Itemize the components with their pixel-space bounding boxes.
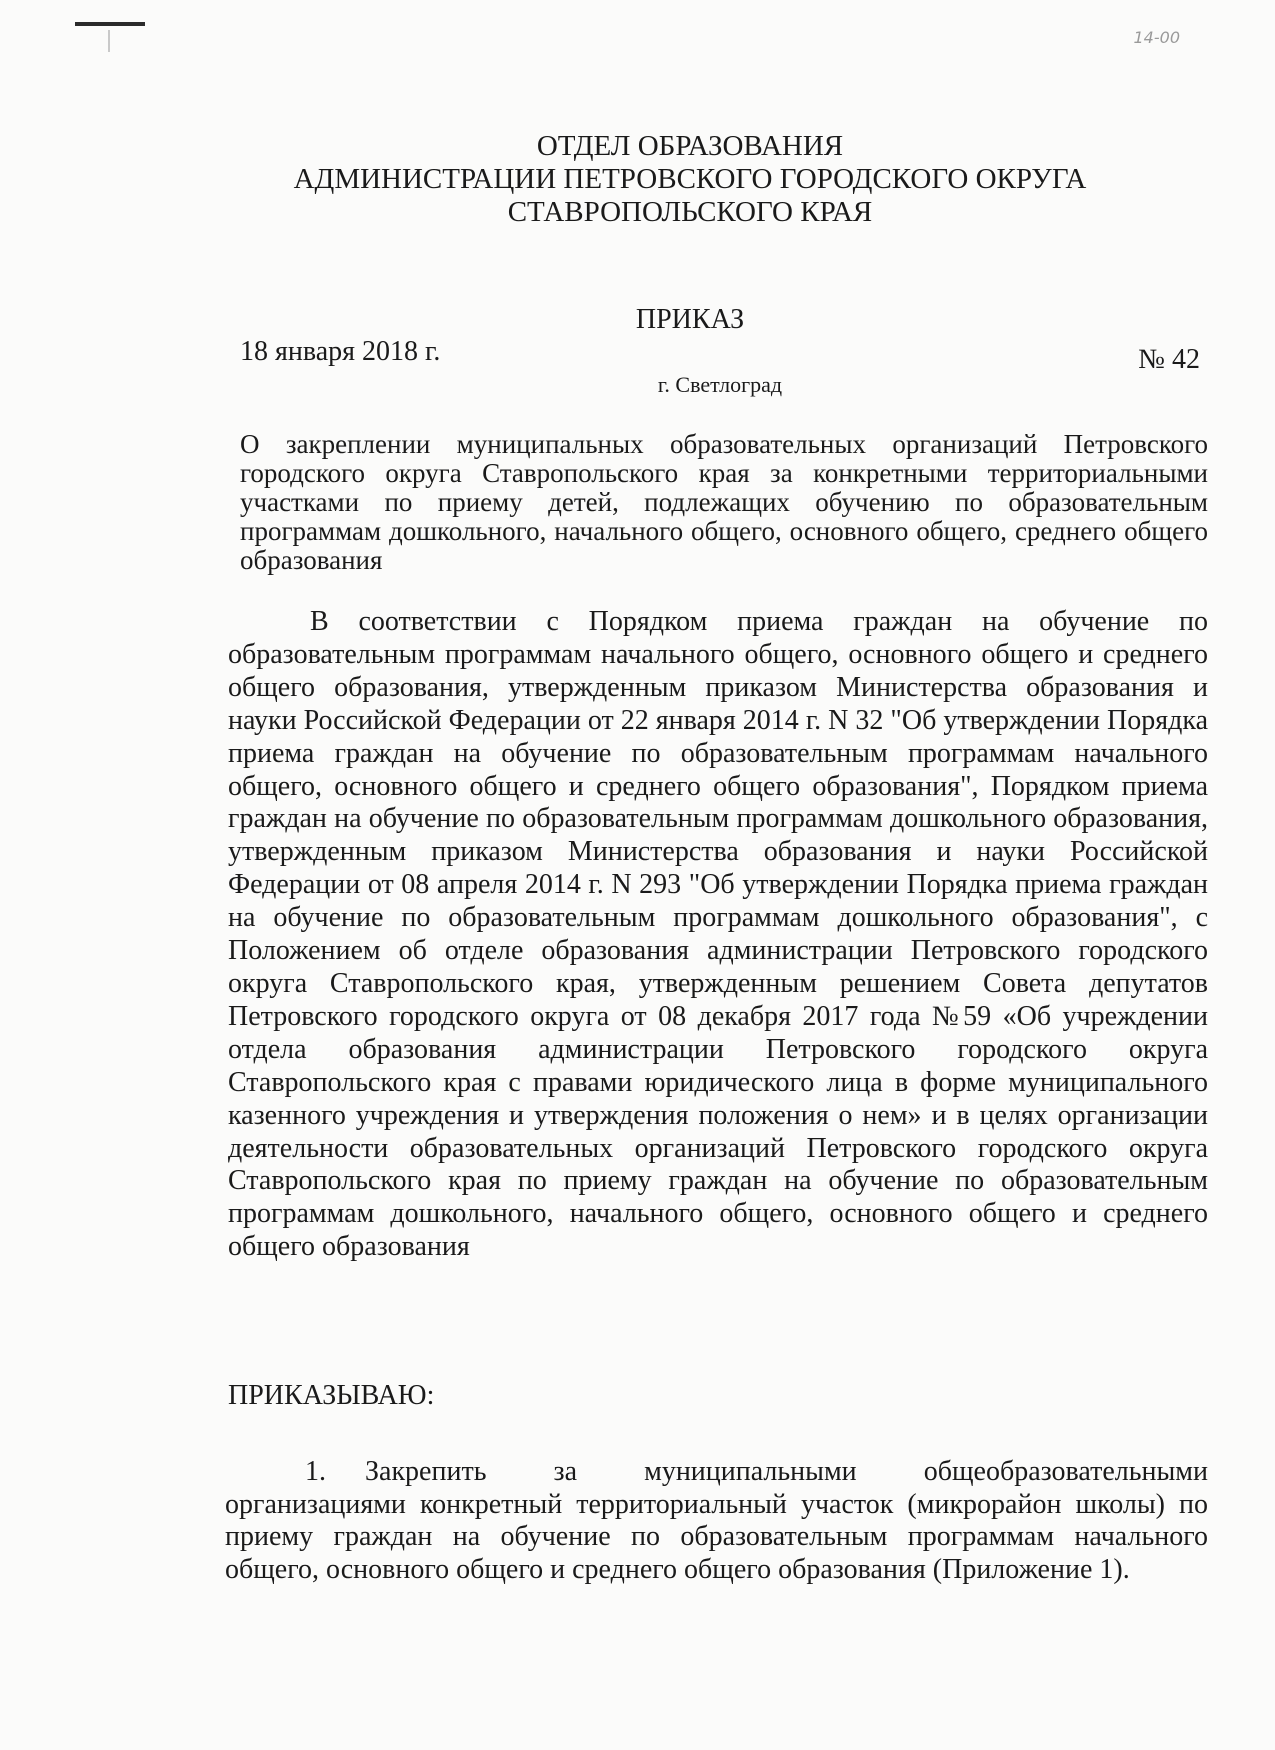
header-line-3: СТАВРОПОЛЬСКОГО КРАЯ (507, 196, 873, 228)
order-subject: О закреплении муниципальных образовательных организаций Петровского городского округа Ставропольского края за конкретными территориальными участками по приему детей, подлежащих обучению по образовательным программам дошкольного, начального общего, основного общего, среднего общего образования (240, 429, 1208, 575)
order-item-1 (225, 1456, 1208, 1586)
order-number: № 42 (1138, 344, 1200, 375)
scan-artifact-bar (75, 22, 145, 26)
order-title: ПРИКАЗ (635, 304, 745, 335)
order-item-text: Закрепить за муниципальными общеобразовательными организациями конкретный территориальный участок (микрорайон школы) по приему граждан на обучение по образовательным программам начального общего, основного общего и среднего общего образования (Приложение 1). (225, 1456, 1208, 1585)
order-item-number: 1. (305, 1456, 326, 1487)
order-city: г. Светлоград (657, 372, 783, 397)
order-preamble: В соответствии с Порядком приема граждан на обучение по образовательным программам начального общего, основного общего и среднего общего образования, утвержденным приказом Министерства образования и науки Российской Федерации от 22 января 2014 г. N 32 "Об утверждении Порядка приема граждан на обучение по образовательным программам начального общего, основного общего и среднего общего образования", Порядком приема граждан на обучение по образовательным программам дошкольного образования, утвержденным приказом Министерства образования и науки Российской Федерации от 08 апреля 2014 г. N 293 "Об утверждении Порядка приема граждан на обучение по образовательным программам дошкольного образования", с Положением об отделе образования администрации Петровского городского округа Ставропольского края, утвержденным решением Совета депутатов Петровского городского округа от 08 декабря 2017 года №59 «Об учреждении отдела образования администрации Петровского городского округа Ставропольского края с правами юридического лица в форме муниципального казенного учреждения и утверждения положения о нем» и в целях организации деятельности образовательных организаций Петровского городского округа Ставропольского края по приему граждан на обучение по образовательным программам дошкольного, начального общего, основного общего и среднего общего образования (228, 606, 1208, 1263)
issuer-header (240, 130, 1140, 229)
header-line-2: АДМИНИСТРАЦИИ ПЕТРОВСКОГО ГОРОДСКОГО ОКРУГА (293, 163, 1087, 195)
order-verb: ПРИКАЗЫВАЮ: (228, 1380, 435, 1411)
corner-handwritten-note: 14-00 (1133, 28, 1180, 47)
scan-artifact-tick (108, 30, 110, 52)
order-date: 18 января 2018 г. (240, 336, 441, 367)
header-line-1: ОТДЕЛ ОБРАЗОВАНИЯ (536, 130, 844, 162)
